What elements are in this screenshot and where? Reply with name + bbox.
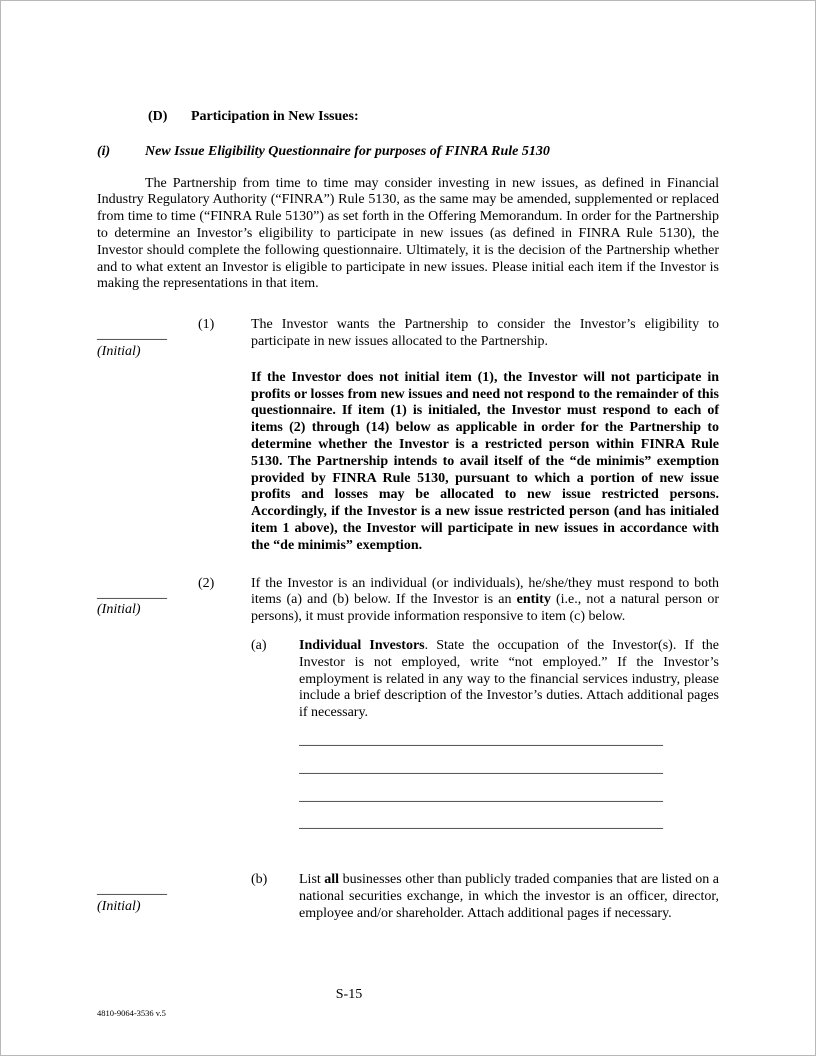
subitem-a-text-rest: . State the occupation of the Investor(s). If the Investor is not employed, write “not employed.” If the Investor’s employment is related in any way to the financial services industry, please include a brief description of the Investor’s duties. Attach additional pages if necessary. xyxy=(299,637,720,721)
item-2b-body xyxy=(251,872,719,922)
item-1-text: The Investor wants the Partnership to consider the Investor’s eligibility to participate in new issues allocated to the Partnership. xyxy=(251,317,719,349)
item-1-notice-paragraph: If the Investor does not initial item (1), the Investor will not participate in profits or losses from new issues and need not respond to the remainder of this questionnaire. If item (1) is initialed, the Investor must respond to each of items (2) through (14) below as applicable in order for the Partnership to determine whether the Investor is a restricted person within FINRA Rule 5130. The Partnership intends to avail itself of the “de minimis” exemption provided by FINRA Rule 5130, pursuant to which a portion of new issue profits and losses may be allocated to new issue restricted persons. Accordingly, if the Investor is a new issue restricted person (and has initialed item 1 above), the Investor will participate in new issues in accordance with the “de minimis” exemption. xyxy=(251,369,719,553)
answer-blank-line-3[interactable]: ____________________________________________________ xyxy=(299,788,663,804)
item-1-number: (1) xyxy=(198,317,215,333)
item-1 xyxy=(97,317,719,554)
item-2-body xyxy=(251,576,719,834)
answer-blank-line-4[interactable]: ____________________________________________________ xyxy=(299,816,663,832)
item-2-text-after: (i.e., not a natural person or persons), it must provide information responsive to item (c) below. xyxy=(251,592,719,625)
subsection-label: (i) xyxy=(97,143,111,159)
document-id: 4810-9064-3536 v.5 xyxy=(97,1008,166,1018)
answer-blank-line-1[interactable]: ____________________________________________________ xyxy=(299,732,663,748)
subitem-a-body xyxy=(299,638,719,833)
subsection-title: New Issue Eligibility Questionnaire for purposes of FINRA Rule 5130 xyxy=(145,143,550,159)
subsection-heading xyxy=(97,144,719,161)
item-2b-initial-blank-line[interactable]: __________ xyxy=(97,882,167,898)
subitem-b xyxy=(251,872,719,922)
section-title: Participation in New Issues: xyxy=(191,109,359,124)
item-2-text-bold: entity xyxy=(516,592,551,608)
item-1-initial-block xyxy=(97,317,198,554)
item-2b-number-spacer xyxy=(198,872,251,922)
subitem-b-text-before: List xyxy=(299,872,325,888)
subitem-a-answer-lines xyxy=(299,733,719,833)
item-2-text xyxy=(251,576,719,626)
item-2-initial-label: (Initial) xyxy=(97,602,141,618)
item-2-text-before: If the Investor is an individual (or individuals), he/she/they must respond to both items (a) and (b) below. If the Investor is an xyxy=(251,575,719,608)
section-label: (D) xyxy=(148,109,168,124)
item-2-initial-block xyxy=(97,576,198,834)
item-2b-initial-label: (Initial) xyxy=(97,898,141,914)
subitem-a-text xyxy=(299,638,719,722)
item-2b xyxy=(97,872,719,922)
page-number: S-15 xyxy=(335,987,363,1002)
subitem-b-text-bold: all xyxy=(324,872,340,888)
section-heading xyxy=(97,109,719,126)
item-1-initial-blank-line[interactable]: __________ xyxy=(97,327,167,343)
item-2 xyxy=(97,576,719,834)
item-2-number: (2) xyxy=(198,575,215,591)
subitem-b-body xyxy=(299,872,719,922)
item-2b-initial-block xyxy=(97,872,198,922)
item-1-initial-label: (Initial) xyxy=(97,343,141,359)
subitem-a xyxy=(251,638,719,833)
subitem-a-lead-bold: Individual Investors xyxy=(299,637,425,653)
subitem-b-text xyxy=(299,872,719,922)
subitem-a-label: (a) xyxy=(251,637,267,653)
answer-blank-line-2[interactable]: ____________________________________________________ xyxy=(299,760,663,776)
subitem-b-label: (b) xyxy=(251,872,268,888)
subitem-b-text-after: businesses other than publicly traded companies that are listed on a national securities exchange, in which the investor is an officer, director, employee and/or shareholder. Attach additional pages if necessary. xyxy=(299,872,720,921)
item-2-initial-blank-line[interactable]: __________ xyxy=(97,585,167,601)
item-1-body xyxy=(251,317,719,554)
intro-paragraph: The Partnership from time to time may consider investing in new issues, as defined in Financial Industry Regulatory Authority (“FINRA”) Rule 5130, as the same may be amended, supplemented or replaced from time to time (“FINRA Rule 5130”) as set forth in the Offering Memorandum. In order for the Partnership to determine an Investor’s eligibility to participate in new issues (as defined in FINRA Rule 5130), the Investor should complete the following questionnaire. Ultimately, it is the decision of the Partnership whether and to what extent an Investor is eligible to participate in new issues. Please initial each item if the Investor is making the representations in that item. xyxy=(97,175,719,292)
